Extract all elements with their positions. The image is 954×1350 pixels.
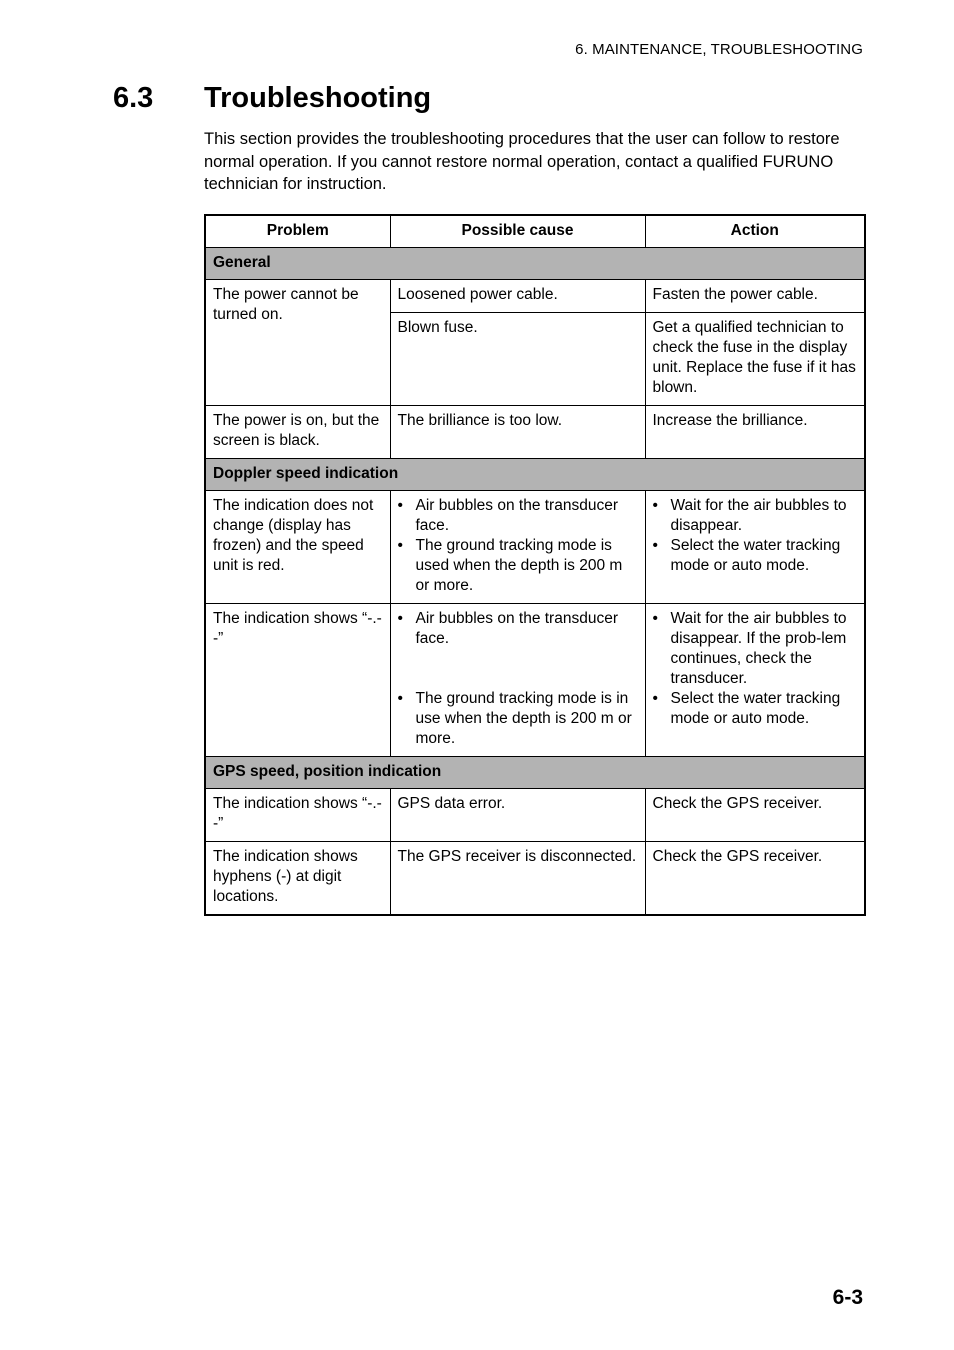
- list-item: [653, 496, 858, 536]
- bullet-icon: •: [652, 690, 658, 707]
- list-item-text: Wait for the air bubbles to disappear. If the prob-lem continues, check the transducer.: [670, 610, 847, 687]
- running-header: 6. MAINTENANCE, TROUBLESHOOTING: [575, 41, 863, 58]
- action-cell: Fasten the power cable.: [645, 280, 865, 313]
- list-item: [398, 496, 638, 536]
- cause-cell: Loosened power cable.: [390, 280, 645, 313]
- problem-cell: The indication shows “-.--”: [205, 789, 390, 842]
- bullet-icon: •: [652, 610, 658, 627]
- column-header-problem: Problem: [205, 215, 390, 248]
- table-row: [205, 491, 865, 604]
- cause-cell: Blown fuse.: [390, 313, 645, 406]
- list-item-text: Select the water tracking mode or auto mode.: [670, 690, 841, 727]
- bullet-icon: •: [397, 537, 403, 554]
- troubleshooting-table: [204, 214, 866, 916]
- bullet-icon: •: [652, 537, 658, 554]
- list-item-text: The ground tracking mode is used when the depth is 200 m or more.: [415, 537, 623, 594]
- cause-cell: [390, 604, 645, 757]
- problem-cell: The power cannot be turned on.: [205, 280, 390, 406]
- list-item-text: Select the water tracking mode or auto mode.: [670, 537, 841, 574]
- list-item-text: The ground tracking mode is in use when the depth is 200 m or more.: [415, 690, 632, 747]
- list-item: [653, 536, 858, 576]
- list-item: [398, 689, 638, 749]
- bullet-icon: •: [397, 497, 403, 514]
- action-cell: Increase the brilliance.: [645, 406, 865, 459]
- action-list: [653, 496, 858, 576]
- bullet-icon: •: [397, 610, 403, 627]
- table-row: [205, 280, 865, 313]
- problem-cell: The indication shows hyphens (-) at digit locations.: [205, 842, 390, 916]
- column-header-possible-cause: Possible cause: [390, 215, 645, 248]
- action-list: [653, 609, 858, 729]
- cause-list: [398, 609, 638, 749]
- problem-cell: The indication does not change (display has frozen) and the speed unit is red.: [205, 491, 390, 604]
- action-cell: [645, 491, 865, 604]
- table-row: [205, 604, 865, 757]
- category-row-general: [205, 248, 865, 280]
- action-cell: [645, 604, 865, 757]
- bullet-icon: •: [397, 690, 403, 707]
- list-item-text: Air bubbles on the transducer face.: [415, 610, 618, 647]
- category-label: General: [205, 248, 865, 280]
- problem-cell: The power is on, but the screen is black.: [205, 406, 390, 459]
- list-item: [398, 536, 638, 596]
- section-title: Troubleshooting: [204, 82, 432, 114]
- category-row-doppler: [205, 459, 865, 491]
- cause-list: [398, 496, 638, 596]
- table-row: [205, 406, 865, 459]
- cause-cell: GPS data error.: [390, 789, 645, 842]
- list-item: [653, 609, 858, 689]
- cause-cell: The brilliance is too low.: [390, 406, 645, 459]
- intro-paragraph: This section provides the troubleshooting procedures that the user can follow to restore normal operation. If you cannot restore normal operation, contact a qualified FURUNO technician for instruction.: [204, 130, 840, 193]
- table-header-row: [205, 215, 865, 248]
- table-row: [205, 842, 865, 916]
- list-item-text: Wait for the air bubbles to disappear.: [670, 497, 847, 534]
- bullet-icon: •: [652, 497, 658, 514]
- list-item: [653, 689, 858, 729]
- category-label: GPS speed, position indication: [205, 757, 865, 789]
- action-cell: Check the GPS receiver.: [645, 789, 865, 842]
- list-item-text: Air bubbles on the transducer face.: [415, 497, 618, 534]
- column-header-action: Action: [645, 215, 865, 248]
- table-row: [205, 789, 865, 842]
- cause-cell: The GPS receiver is disconnected.: [390, 842, 645, 916]
- action-cell: Check the GPS receiver.: [645, 842, 865, 916]
- category-row-gps: [205, 757, 865, 789]
- section-number: 6.3: [113, 82, 154, 114]
- problem-cell: The indication shows “-.--”: [205, 604, 390, 757]
- page-number: 6-3: [832, 1286, 863, 1309]
- cause-cell: [390, 491, 645, 604]
- action-cell: Get a qualified technician to check the fuse in the display unit. Replace the fuse if it has blown.: [645, 313, 865, 406]
- category-label: Doppler speed indication: [205, 459, 865, 491]
- list-item: [398, 609, 638, 649]
